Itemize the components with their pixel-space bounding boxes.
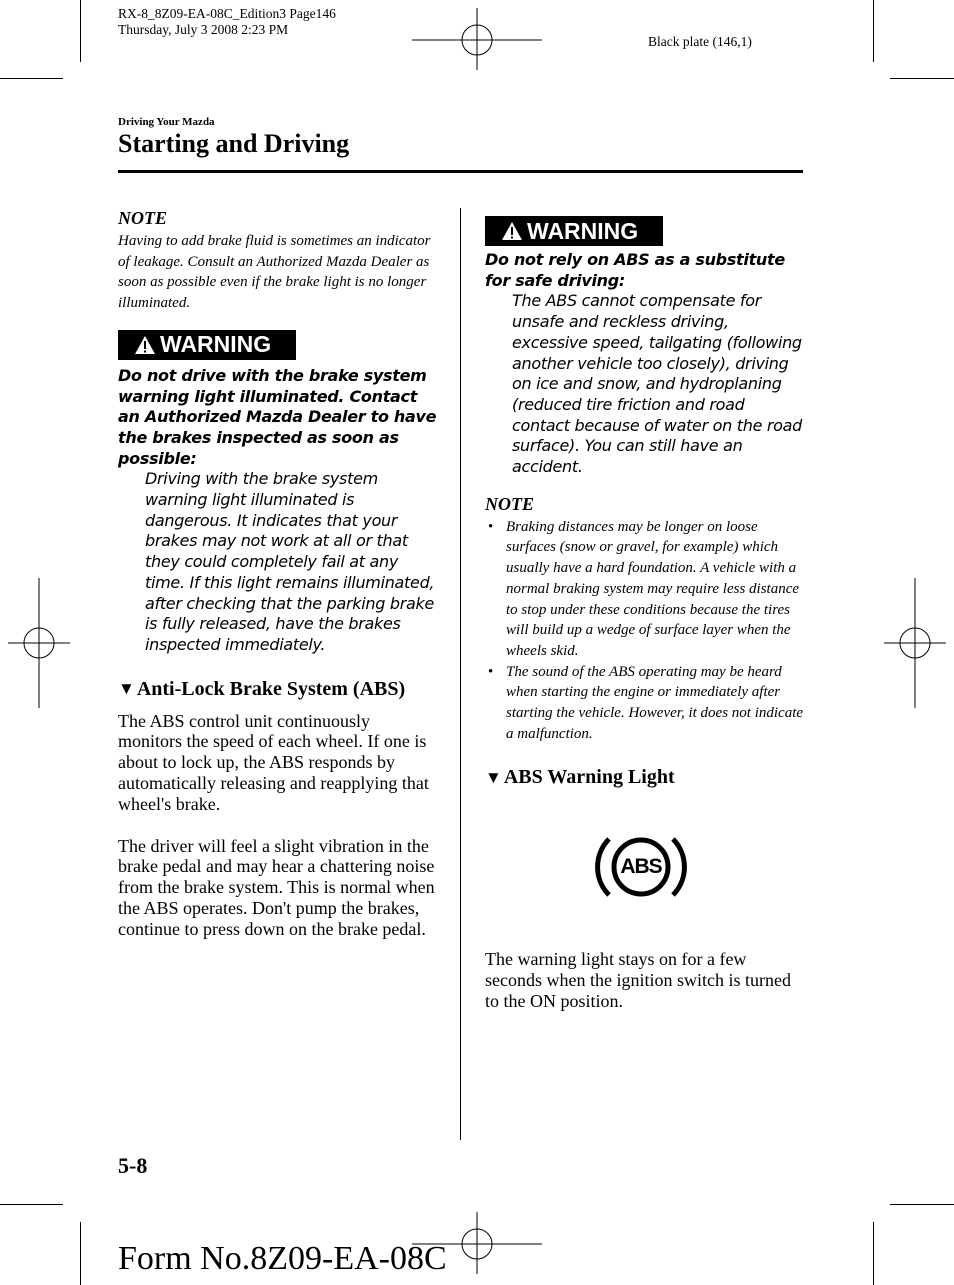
body-paragraph: The ABS control unit continuously monitors the speed of each wheel. If one is about to lock up, the ABS responds by automatically releasing and reapplying that wheel's brake.: [118, 710, 429, 814]
abs-warning-light-icon: [595, 831, 687, 903]
body-paragraph: The driver will feel a slight vibration in the brake pedal and may hear a chattering noise from the brake system. This is normal when the ABS operates. Don't pump the brakes, continue to press down on the brake pedal.: [118, 835, 435, 939]
list-item: • Braking distances may be longer on loose surfaces (snow or gravel, for example) which usually have a hard foundation. A vehicle with a normal braking system may require less distance to stop under these conditions because the tires will build up a wedge of surface layer when the wheels skid.: [488, 518, 800, 659]
crop-mark: [890, 78, 954, 79]
warning-lead: Do not rely on ABS as a substitute for safe driving:: [485, 250, 785, 290]
warning-block: [485, 216, 805, 478]
list-item: • The sound of the ABS operating may be heard when starting the engine or immediately after starting the vehicle. However, it does not indicate a malfunction.: [488, 663, 804, 742]
registration-mark-icon: [412, 8, 542, 70]
print-header-date-line: Thursday, July 3 2008 2:23 PM: [118, 22, 289, 37]
abs-icon-text: ABS: [620, 855, 662, 879]
warning-label: WARNING: [527, 217, 639, 244]
page-title: Starting and Driving: [118, 129, 350, 158]
warning-body: The ABS cannot compensate for unsafe and reckless driving, excessive speed, tailgating (following another vehicle too closely), driving on ice and snow, and hydroplaning (reduced tire friction and road contact because of water on the road surface). You can still have an accident.: [512, 291, 803, 477]
warning-triangle-icon: [501, 221, 523, 241]
column-divider: [460, 208, 461, 1140]
section-label: Driving Your Mazda: [118, 116, 215, 128]
triangle-down-icon: ▼: [485, 767, 502, 787]
note-bullet-list: [485, 517, 805, 745]
body-paragraph: The warning light stays on for a few seconds when the ignition switch is turned to the ON position.: [485, 949, 791, 1012]
left-column: [118, 208, 438, 940]
warning-body: Driving with the brake system warning light illuminated is dangerous. It indicates that your brakes may not work at all or that they could completely fail at any time. If this light remains illuminated, after checking that the parking brake is fully released, have the brakes inspected immediately.: [145, 469, 435, 654]
bullet-icon: •: [488, 518, 494, 535]
title-rule: [118, 170, 803, 173]
print-header-file: [118, 6, 336, 38]
section-heading-text: ABS Warning Light: [503, 766, 675, 789]
abs-section: [118, 678, 438, 940]
warning-label: WARNING: [160, 331, 272, 358]
note-title: NOTE: [485, 493, 534, 514]
form-number: Form No.8Z09-EA-08C: [118, 1240, 447, 1277]
crop-mark: [0, 1204, 63, 1205]
crop-mark: [0, 78, 63, 79]
print-header-file-line: RX-8_8Z09-EA-08C_Edition3 Page146: [118, 6, 336, 21]
section-heading: [485, 766, 805, 789]
bullet-icon: •: [488, 663, 494, 680]
warning-badge: [485, 216, 663, 246]
page-number: 5-8: [118, 1153, 148, 1178]
note-block: [485, 494, 805, 745]
crop-mark: [873, 1222, 874, 1285]
warning-block: [118, 330, 438, 656]
note-title: NOTE: [118, 208, 167, 228]
note-text: Having to add brake fluid is sometimes an indicator of leakage. Consult an Authorized Mazda Dealer as soon as possible even if the brake light is no longer illuminated.: [118, 233, 431, 312]
warning-triangle-icon: [134, 335, 156, 355]
crop-mark: [80, 1222, 81, 1285]
registration-mark-icon: [8, 578, 70, 708]
crop-mark: [80, 0, 81, 62]
registration-mark-icon: [884, 578, 946, 708]
right-column: [485, 208, 805, 1012]
crop-mark: [873, 0, 874, 62]
triangle-down-icon: ▼: [118, 679, 135, 699]
note-block: [118, 208, 438, 314]
section-heading-text: Anti-Lock Brake System (ABS): [136, 677, 406, 700]
warning-badge: [118, 330, 296, 360]
abs-light-section: [485, 766, 805, 1011]
print-header-plate: Black plate (146,1): [648, 34, 752, 49]
crop-mark: [890, 1204, 954, 1205]
warning-lead: Do not drive with the brake system warning light illuminated. Contact an Authorized Mazda Dealer to have the brakes inspected as soon as possible:: [118, 365, 437, 468]
section-heading: [118, 678, 438, 701]
